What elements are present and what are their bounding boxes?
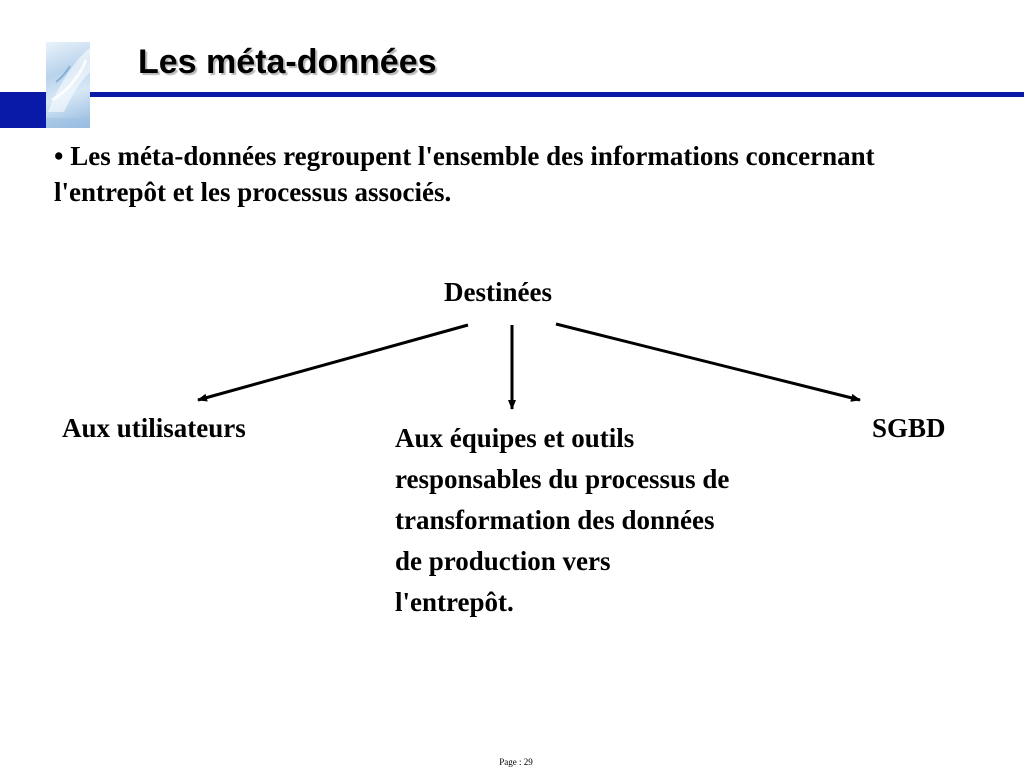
target-users-label: Aux utilisateurs <box>62 413 246 443</box>
arrow-to-sgbd <box>556 324 860 400</box>
target-sgbd-label: SGBD <box>872 413 946 443</box>
page-title: Les méta-données <box>138 43 437 81</box>
bullet-marker: • <box>54 141 64 171</box>
bullet-text: Les méta-données regroupent l'ensemble des informations concernant l'entrepôt et les processus associés. <box>54 141 875 207</box>
page-number: Page : 29 <box>499 757 533 767</box>
target-teams-label: Aux équipes et outils responsables du processus de transformation des données de production vers l'entrepôt. <box>395 423 730 617</box>
arrow-to-users <box>198 325 468 400</box>
diagram-root-label: Destinées <box>444 277 552 307</box>
